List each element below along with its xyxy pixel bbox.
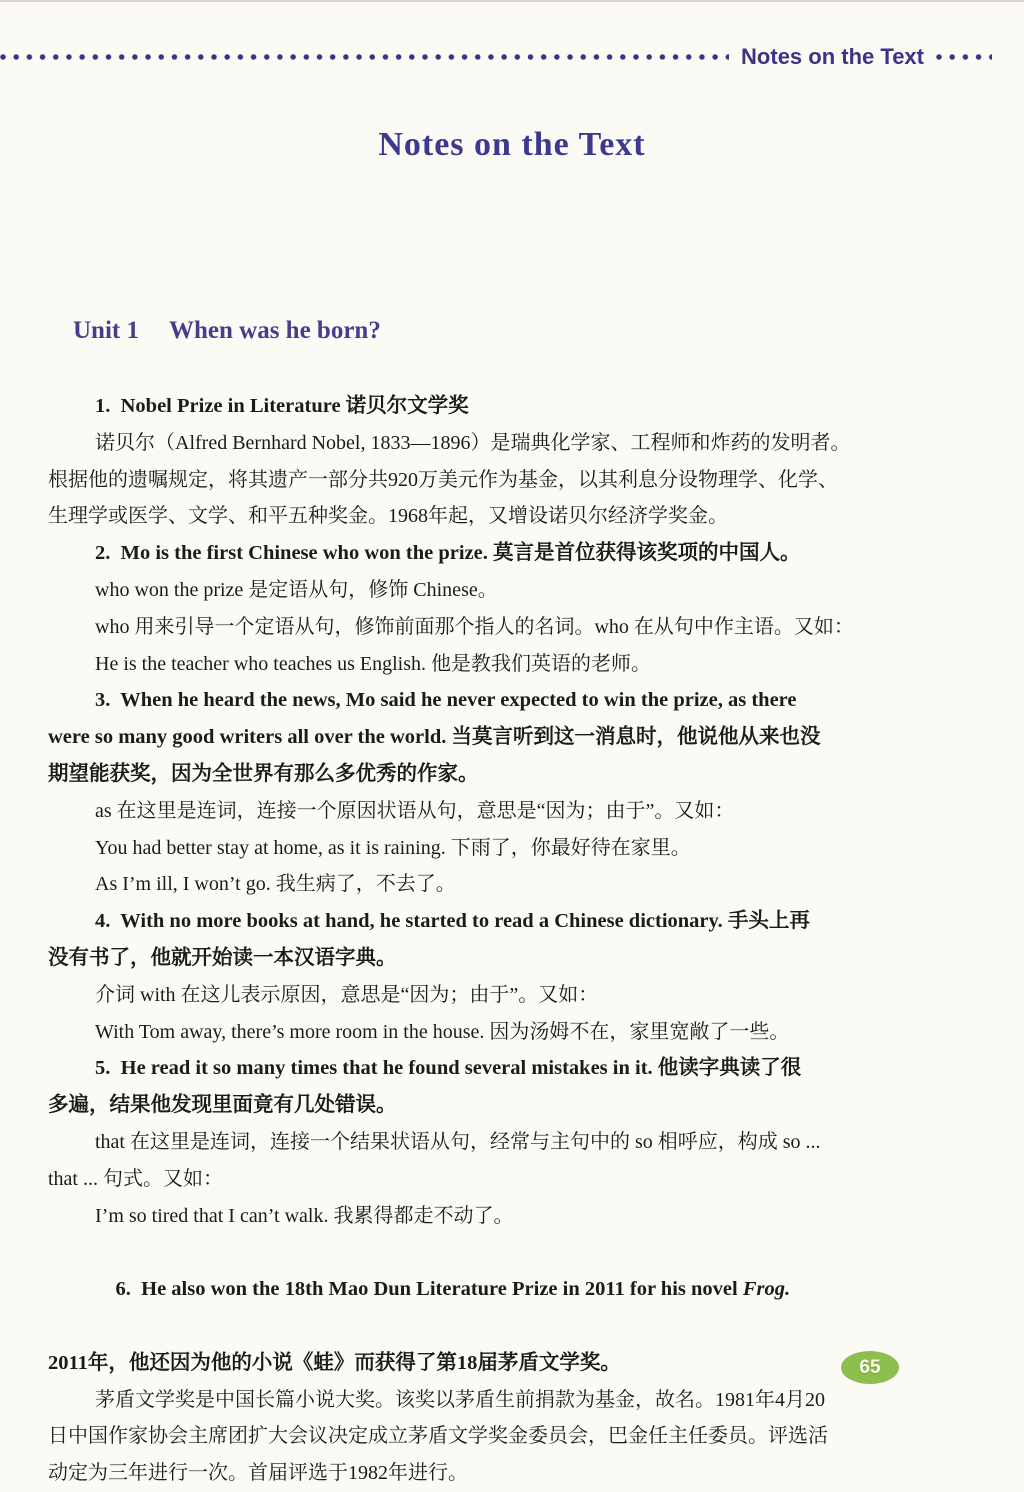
note-line: With Tom away, there’s more room in the house. 因为汤姆不在，家里宽敞了一些。 bbox=[95, 1020, 790, 1043]
note-line: 期望能获奖，因为全世界有那么多优秀的作家。 bbox=[48, 762, 479, 785]
dotted-line-right bbox=[936, 54, 992, 60]
page-header-banner bbox=[0, 44, 992, 70]
banner-title: Notes on the Text bbox=[741, 44, 924, 69]
note-line: As I’m ill, I won’t go. 我生病了，不去了。 bbox=[95, 873, 456, 896]
note-line: I’m so tired that I can’t walk. 我累得都走不动了。 bbox=[95, 1204, 514, 1227]
note-line: were so many good writers all over the world. 当莫言听到这一消息时，他说他从来也没 bbox=[48, 726, 821, 749]
note-line: 没有书了，他就开始读一本汉语字典。 bbox=[48, 946, 397, 969]
novel-title-italic: Frog. bbox=[742, 1278, 791, 1301]
note-line: 动定为三年进行一次。首届评选于1982年进行。 bbox=[48, 1462, 468, 1485]
note-2-heading: 2. Mo is the first Chinese who won the prize. 莫言是首位获得该奖项的中国人。 bbox=[95, 542, 801, 565]
unit-label: Unit 1 bbox=[73, 317, 139, 344]
note-3-heading: 3. When he heard the news, Mo said he never expected to win the prize, as there bbox=[95, 689, 797, 712]
note-line: 介词 with 在这儿表示原因，意思是“因为；由于”。又如： bbox=[95, 983, 599, 1006]
note-5-heading: 5. He read it so many times that he found several mistakes in it. 他读字典读了很 bbox=[95, 1057, 802, 1080]
scan-edge bbox=[0, 0, 1024, 2]
note-line: 2011年，他还因为他的小说《蛙》而获得了第18届茅盾文学奖。 bbox=[48, 1351, 621, 1374]
note-line: 日中国作家协会主席团扩大会议决定成立茅盾文学奖金委员会，巴金任主任委员。评选活 bbox=[48, 1425, 828, 1448]
page-number-badge: 65 bbox=[841, 1351, 899, 1384]
note-line: who 用来引导一个定语从句，修饰前面那个指人的名词。who 在从句中作主语。又如： bbox=[95, 615, 854, 638]
page-title: Notes on the Text bbox=[378, 126, 646, 163]
note-line: You had better stay at home, as it is raining. 下雨了，你最好待在家里。 bbox=[95, 836, 691, 859]
note-line: 根据他的遗嘱规定，将其遗产一部分共920万美元作为基金，以其利息分设物理学、化学、 bbox=[48, 468, 838, 491]
note-line: 茅盾文学奖是中国长篇小说大奖。该奖以茅盾生前捐款为基金，故名。1981年4月20 bbox=[95, 1388, 825, 1411]
note-line: 生理学或医学、文学、和平五种奖金。1968年起，又增设诺贝尔经济学奖金。 bbox=[48, 505, 728, 528]
note-line: He is the teacher who teaches us English. 他是教我们英语的老师。 bbox=[95, 652, 652, 675]
note-line: 诺贝尔（Alfred Bernhard Nobel, 1833—1896）是瑞典化学家、工程师和炸药的发明者。 bbox=[95, 431, 851, 454]
dotted-line-left bbox=[0, 54, 729, 60]
note-4-heading: 4. With no more books at hand, he started to read a Chinese dictionary. 手头上再 bbox=[95, 910, 810, 933]
note-line: that ... 句式。又如： bbox=[48, 1167, 223, 1190]
unit-heading bbox=[48, 274, 980, 388]
note-6-heading-text: 6. He also won the 18th Mao Dun Literature Prize in 2011 for his novel bbox=[115, 1278, 743, 1301]
notes-content bbox=[48, 274, 980, 1492]
note-line: that 在这里是连词，连接一个结果状语从句，经常与主句中的 so 相呼应，构成 so ... bbox=[95, 1130, 821, 1153]
note-line: who won the prize 是定语从句，修饰 Chinese。 bbox=[95, 578, 498, 601]
note-line: 多遍，结果他发现里面竟有几处错误。 bbox=[48, 1094, 397, 1117]
note-1-heading: 1. Nobel Prize in Literature 诺贝尔文学奖 bbox=[95, 395, 469, 417]
unit-question: When was he born? bbox=[168, 317, 381, 344]
note-line: as 在这里是连词，连接一个原因状语从句，意思是“因为；由于”。又如： bbox=[95, 799, 735, 822]
note-6-heading bbox=[48, 1234, 980, 1344]
